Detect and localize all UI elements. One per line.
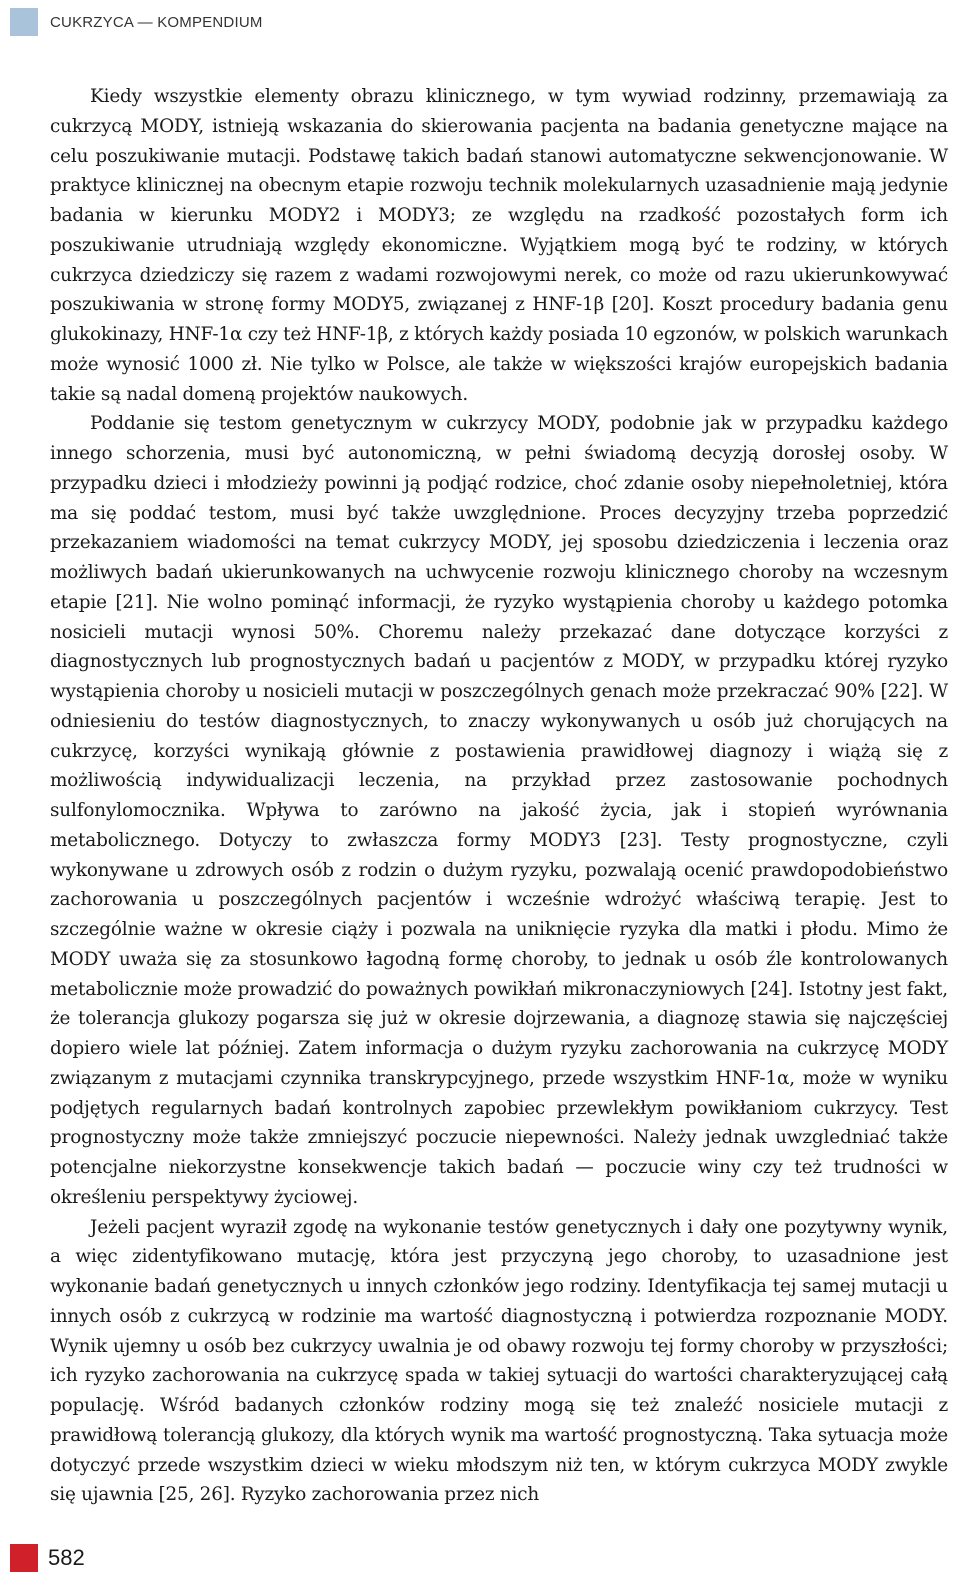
header-accent-square (10, 8, 38, 36)
footer-accent-square (10, 1544, 38, 1572)
paragraph: Poddanie się testom genetycznym w cukrzycy MODY, podobnie jak w przypadku każdego innego schorzenia, musi być autonomiczną, w pełni świadomą decyzją dorosłej osoby. W przypadku dzieci i młodzieży powinni ją podjąć rodzice, choć zdanie osoby niepełnoletniej, która ma się poddać testom, musi być także uwzględnione. Proces decyzyjny trzeba poprzedzić przekazaniem wiadomości na temat cukrzycy MODY, jej sposobu dziedziczenia i leczenia oraz możliwych badań ukierunkowanych na uchwycenie rozwoju klinicznego choroby na wczesnym etapie [21]. Nie wolno pominąć informacji, że ryzyko wystąpienia choroby u każdego potomka nosicieli mutacji wynosi 50%. Choremu należy przekazać dane dotyczące korzyści z diagnostycznych lub prognostycznych badań u pacjentów z MODY, w przypadku której ryzyko wystąpienia choroby u nosicieli mutacji w poszczególnych genach może przekraczać 90% [22]. W odniesieniu do testów diagnostycznych, to znaczy wykonywanych u osób już chorujących na cukrzycę, korzyści wynikają głównie z postawienia prawidłowej diagnozy i wiążą się z możliwością indywidualizacji leczenia, na przykład przez zastosowanie pochodnych sulfonylomocznika. Wpływa to zarówno na jakość życia, jak i stopień wyrównania metabolicznego. Dotyczy to zwłaszcza formy MODY3 [23]. Testy prognostyczne, czyli wykonywane u zdrowych osób z rodzin o dużym ryzyku, pozwalają ocenić prawdopodobieństwo zachorowania u poszczególnych pacjentów i wcześnie wdrożyć właściwą terapię. Jest to szczególnie ważne w okresie ciąży i pozwala na uniknięcie ryzyka dla matki i płodu. Mimo że MODY uważa się za stosunkowo łagodną formę choroby, to jednak u osób źle kontrolowanych metabolicznie może prowadzić do poważnych powikłań mikronaczyniowych [24]. Istotny jest fakt, że tolerancja glukozy pogarsza się już w okresie dojrzewania, a diagnozę stawia się najczęściej dopiero wiele lat później. Zatem informacja o dużym ryzyku zachorowania na cukrzycę MODY związanym z mutacjami czynnika transkrypcyjnego, przede wszystkim HNF-1α, może w wyniku podjętych regularnych badań kontrolnych zapobiec przewlekłym powikłaniom cukrzycy. Test prognostyczny może także zmniejszyć poczucie niepewności. Należy jednak uwzgledniać także potencjalne niekorzystne konsekwencje takich badań — poczucie winy czy też trudności w określeniu perspektywy życiowej. (50, 413, 948, 1208)
page-number: 582 (48, 1545, 85, 1570)
running-header (10, 8, 263, 36)
body-text (50, 82, 948, 1510)
paragraph: Kiedy wszystkie elementy obrazu klinicznego, w tym wywiad rodzinny, przemawiają za cukrzycą MODY, istnieją wskazania do skierowania pacjenta na badania genetyczne mające na celu poszukiwanie mutacji. Podstawę takich badań stanowi automatyczne sekwencjonowanie. W praktyce klinicznej na obecnym etapie rozwoju technik molekularnych uzasadnienie mają jedynie badania w kierunku MODY2 i MODY3; ze względu na rzadkość pozostałych form ich poszukiwanie utrudniają względy ekonomiczne. Wyjątkiem mogą być te rodziny, w których cukrzyca dziedziczy się razem z wadami rozwojowymi nerek, co może od razu ukierunkowywać poszukiwania w stronę formy MODY5, związanej z HNF-1β [20]. Koszt procedury badania genu glukokinazy, HNF-1α czy też HNF-1β, z których każdy posiada 10 egzonów, w polskich warunkach może wynosić 1000 zł. Nie tylko w Polsce, ale także w większości krajów europejskich badania takie są nadal domeną projektów naukowych. (50, 86, 948, 405)
running-title: CUKRZYCA — KOMPENDIUM (50, 13, 263, 31)
page-footer (10, 1544, 85, 1572)
paragraph: Jeżeli pacjent wyraził zgodę na wykonanie testów genetycznych i dały one pozytywny wynik, a więc zidentyfikowano mutację, która jest przyczyną jego choroby, to uzasadnione jest wykonanie badań genetycznych u innych członków jego rodziny. Identyfikacja tej samej mutacji u innych osób z cukrzycą w rodzinie ma wartość diagnostyczną i potwierdza rozpoznanie MODY. Wynik ujemny u osób bez cukrzycy uwalnia je od obawy rozwoju tej formy choroby w przyszłości; ich ryzyko zachorowania na cukrzycę spada w takiej sytuacji do wartości charakteryzującej całą populację. Wśród badanych członków rodziny mogą się też znaleźć nosiciele mutacji z prawidłową tolerancją glukozy, dla których wynik ma wartość prognostyczną. Taka sytuacja może dotyczyć przede wszystkim dzieci w wieku młodszym niż ten, w którym cukrzyca MODY zwykle się ujawnia [25, 26]. Ryzyko zachorowania przez nich (50, 1216, 948, 1506)
